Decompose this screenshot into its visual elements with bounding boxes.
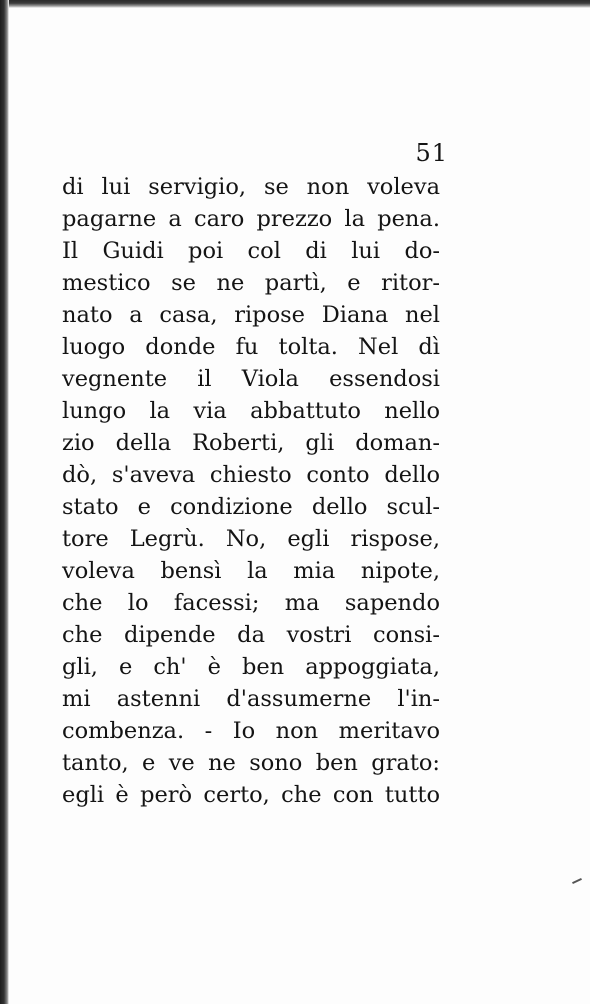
text-line: tanto, e ve ne sono ben grato:: [62, 750, 440, 776]
text-line: zio della Roberti, gli doman-: [62, 430, 440, 456]
text-line: voleva bensì la mia nipote,: [62, 558, 440, 584]
text-line: Il Guidi poi col di lui do-: [62, 238, 440, 264]
page-binding-edge: [0, 0, 9, 1004]
text-line: gli, e ch' è ben appoggiata,: [62, 654, 440, 680]
text-line: mi astenni d'assumerne l'in-: [62, 686, 440, 712]
text-line: stato e condizione dello scul-: [62, 494, 440, 520]
text-line: che dipende da vostri consi-: [62, 622, 440, 648]
page-top-edge-shadow: [0, 0, 590, 8]
text-line: egli è però certo, che con tutto: [62, 782, 440, 808]
text-line: nato a casa, ripose Diana nel: [62, 302, 440, 328]
text-line: di lui servigio, se non voleva: [62, 174, 440, 200]
page-number: 51: [415, 139, 448, 167]
text-line: lungo la via abbattuto nello: [62, 398, 440, 424]
text-line: luogo donde fu tolta. Nel dì: [62, 334, 440, 360]
text-line: pagarne a caro prezzo la pena.: [62, 206, 440, 232]
paper-speck: [572, 878, 582, 884]
text-line: vegnente il Viola essendosi: [62, 366, 440, 392]
text-line: dò, s'aveva chiesto conto dello: [62, 462, 440, 488]
text-line: che lo facessi; ma sapendo: [62, 590, 440, 616]
text-line: tore Legrù. No, egli rispose,: [62, 526, 440, 552]
text-line: mestico se ne partì, e ritor-: [62, 270, 440, 296]
body-text: [62, 171, 440, 811]
text-line: combenza. - Io non meritavo: [62, 718, 440, 744]
